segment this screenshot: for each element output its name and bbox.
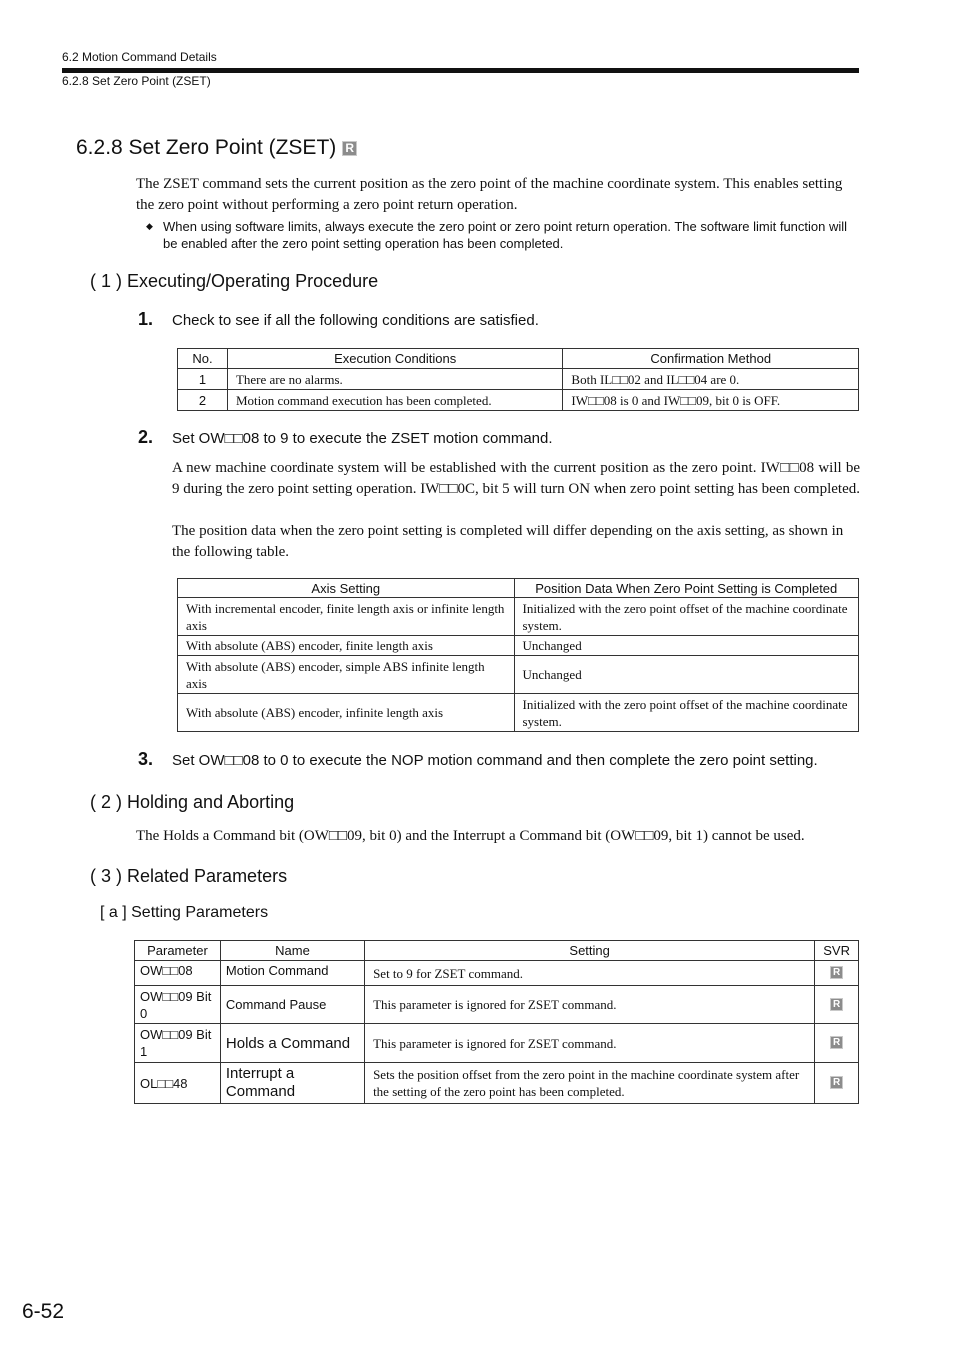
conditions-table: [177, 348, 859, 411]
table-row: [135, 961, 859, 986]
cell-svr: [815, 1024, 859, 1063]
intro-paragraph: The ZSET command sets the current position as the zero point of the machine coordinate system. This enables setting the zero point without performing a zero point return operation.: [136, 176, 843, 213]
subsection-a-heading: [ a ] Setting Parameters: [100, 904, 269, 921]
col-header-name: Name: [220, 941, 364, 961]
cell-condition: Motion command execution has been completed.: [227, 390, 562, 411]
col-header-position-data: Position Data When Zero Point Setting is Completed: [514, 579, 859, 598]
cell-position-data: Initialized with the zero point offset of the machine coordinate system.: [514, 694, 859, 732]
cell-position-data: Unchanged: [514, 656, 859, 694]
cell-svr: [815, 986, 859, 1024]
cell-parameter: OW□□08: [135, 961, 221, 986]
svr-r-icon: R: [830, 966, 843, 979]
cell-no: 2: [178, 390, 228, 411]
cell-no: 1: [178, 369, 228, 390]
table-row: [178, 656, 859, 694]
cell-position-data: Unchanged: [514, 636, 859, 656]
header-rule: [62, 68, 859, 73]
cell-setting: This parameter is ignored for ZSET command.: [365, 1024, 815, 1063]
table-row: [135, 1024, 859, 1063]
cell-name: Command Pause: [220, 986, 364, 1024]
cell-setting: This parameter is ignored for ZSET command.: [365, 986, 815, 1024]
svr-r-icon: R: [342, 141, 357, 156]
table-row: [178, 694, 859, 732]
step-2-number: 2.: [138, 427, 154, 447]
cell-axis-setting: With absolute (ABS) encoder, finite length axis: [178, 636, 515, 656]
step-2-text: Set OW□□08 to 9 to execute the ZSET motion command.: [172, 430, 553, 447]
diamond-bullet-icon: ◆: [146, 221, 153, 231]
step-1-number: 1.: [138, 309, 154, 329]
setting-parameters-table: [134, 940, 859, 1104]
running-header-section: 6.2 Motion Command Details: [62, 50, 217, 64]
col-header-parameter: Parameter: [135, 941, 221, 961]
cell-parameter: OL□□48: [135, 1063, 221, 1104]
table-row: [135, 1063, 859, 1104]
step-3-number: 3.: [138, 749, 154, 769]
page-number: 6-52: [22, 1300, 65, 1323]
cell-parameter: OW□□09 Bit 1: [135, 1024, 221, 1063]
step-2-paragraph-2: The position data when the zero point setting is completed will differ depending on the axis setting, as shown in the following table.: [172, 523, 844, 560]
step-3-text: Set OW□□08 to 0 to execute the NOP motion command and then complete the zero point setting.: [172, 752, 818, 769]
cell-name: Motion Command: [220, 961, 364, 986]
col-header-confirmation: Confirmation Method: [563, 349, 859, 369]
cell-svr: [815, 1063, 859, 1104]
step-2-paragraph-1: A new machine coordinate system will be established with the current position as the zero point. IW□□08 will be 9 during the zero point setting operation. IW□□0C, bit 5 will turn ON when zero point setting has been completed.: [172, 460, 860, 497]
table-row: [135, 986, 859, 1024]
table-row: [178, 598, 859, 636]
col-header-svr: SVR: [815, 941, 859, 961]
cell-confirmation: Both IL□□02 and IL□□04 are 0.: [563, 369, 859, 390]
running-header-subsection: 6.2.8 Set Zero Point (ZSET): [62, 74, 211, 88]
cell-parameter: OW□□09 Bit 0: [135, 986, 221, 1024]
svr-r-icon: R: [830, 1076, 843, 1089]
step-1-text: Check to see if all the following conditions are satisfied.: [172, 312, 539, 329]
section-3-heading: ( 3 ) Related Parameters: [90, 866, 288, 886]
col-header-no: No.: [178, 349, 228, 369]
cell-axis-setting: With incremental encoder, finite length axis or infinite length axis: [178, 598, 515, 636]
col-header-axis-setting: Axis Setting: [178, 579, 515, 598]
note-text: When using software limits, always execute the zero point or zero point return operation. The software limit function will be enabled after the zero point setting operation has been completed.: [163, 219, 848, 251]
svr-r-icon: R: [830, 1036, 843, 1049]
col-header-setting: Setting: [365, 941, 815, 961]
cell-axis-setting: With absolute (ABS) encoder, infinite length axis: [178, 694, 515, 732]
svr-r-icon: R: [830, 998, 843, 1011]
cell-name: Holds a Command: [220, 1024, 364, 1063]
section-2-text: The Holds a Command bit (OW□□09, bit 0) and the Interrupt a Command bit (OW□□09, bit 1) cannot be used.: [136, 828, 805, 844]
page-title: [76, 136, 357, 160]
table-row: [178, 636, 859, 656]
axis-setting-table: [177, 578, 859, 732]
cell-setting: Set to 9 for ZSET command.: [365, 961, 815, 986]
cell-position-data: Initialized with the zero point offset of the machine coordinate system.: [514, 598, 859, 636]
cell-confirmation: IW□□08 is 0 and IW□□09, bit 0 is OFF.: [563, 390, 859, 411]
section-2-heading: ( 2 ) Holding and Aborting: [90, 792, 295, 812]
note-item: [146, 218, 861, 252]
table-row: [178, 390, 859, 411]
cell-axis-setting: With absolute (ABS) encoder, simple ABS infinite length axis: [178, 656, 515, 694]
section-1-heading: ( 1 ) Executing/Operating Procedure: [90, 271, 379, 291]
cell-name: Interrupt a Command: [220, 1063, 364, 1104]
cell-setting: Sets the position offset from the zero point in the machine coordinate system after the setting of the zero point has been completed.: [365, 1063, 815, 1104]
page-title-text: 6.2.8 Set Zero Point (ZSET): [76, 136, 337, 159]
cell-svr: [815, 961, 859, 986]
col-header-conditions: Execution Conditions: [227, 349, 562, 369]
cell-condition: There are no alarms.: [227, 369, 562, 390]
table-row: [178, 369, 859, 390]
